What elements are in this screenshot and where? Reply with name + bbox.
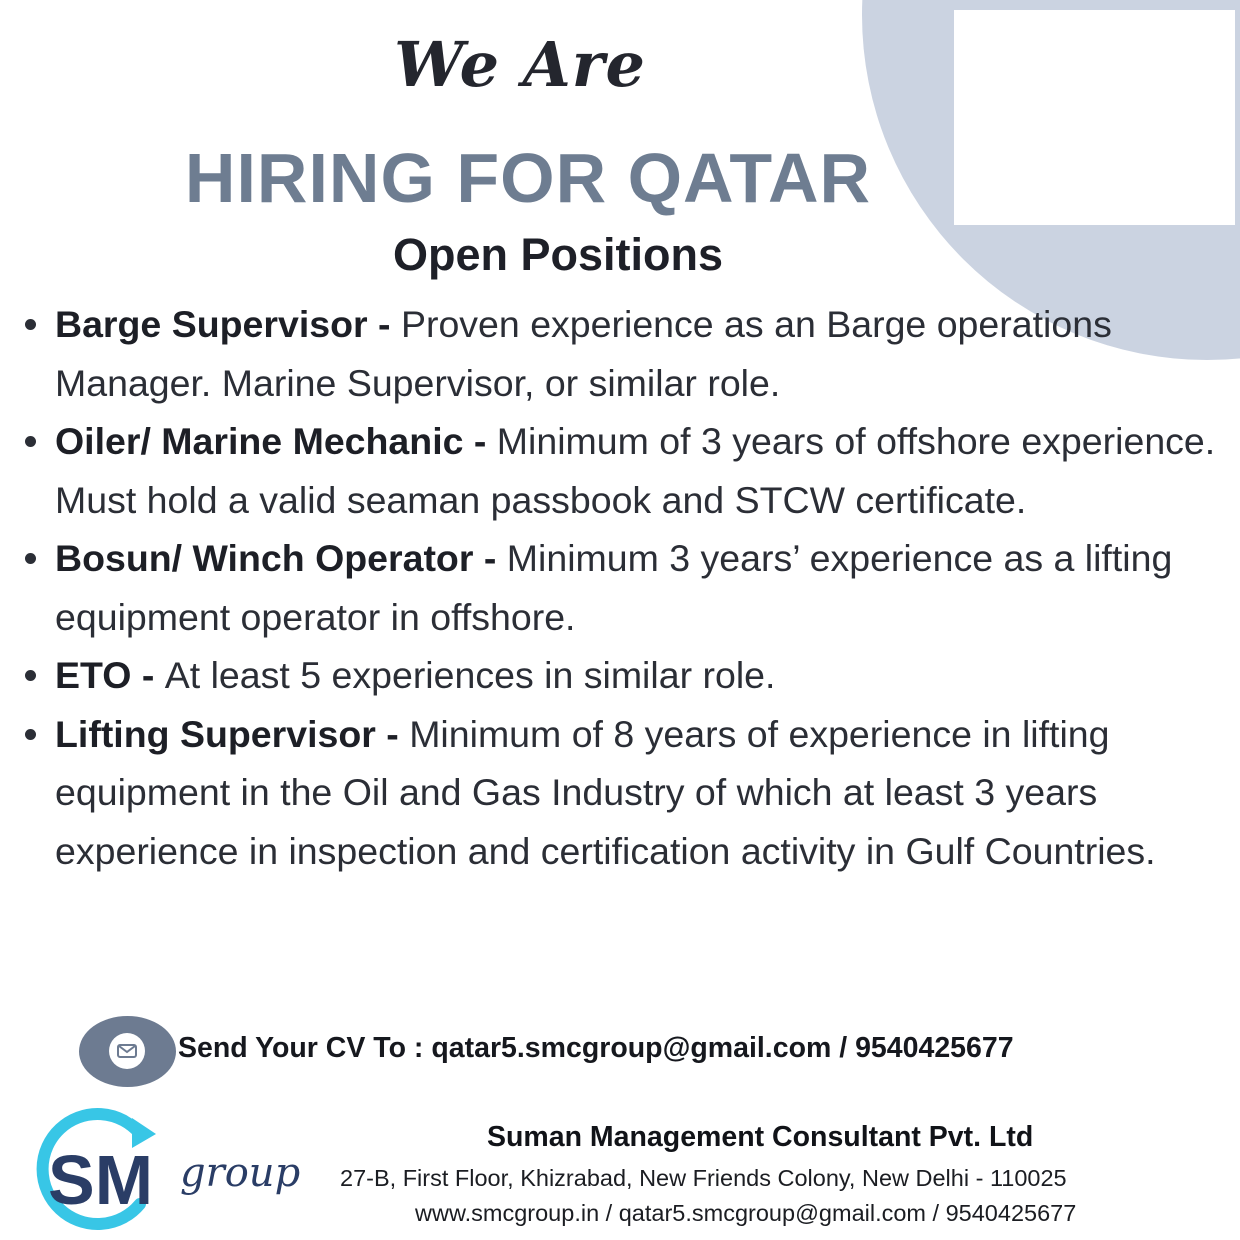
position-description: Minimum of 3 years of offshore experience. Must hold a valid seaman passbook and STCW certificate. (55, 420, 1216, 521)
positions-list (22, 295, 1234, 880)
send-cv-text: Send Your CV To : qatar5.smcgroup@gmail.com / 9540425677 (178, 1032, 1014, 1064)
company-address: 27-B, First Floor, Khizrabad, New Friends Colony, New Delhi - 110025 (340, 1165, 1067, 1191)
position-title: Lifting Supervisor - (55, 712, 410, 755)
position-item (22, 295, 1234, 412)
position-item (22, 412, 1234, 529)
we-are-heading: We Are (394, 28, 646, 101)
position-item (22, 529, 1234, 646)
logo-letters: SM (48, 1141, 153, 1219)
email-icon (79, 1016, 176, 1087)
position-item (22, 705, 1234, 881)
position-description: Proven experience as an Barge operations Manager. Marine Supervisor, or similar role. (55, 303, 1112, 404)
open-positions-heading: Open Positions (392, 229, 724, 280)
position-description: Minimum of 8 years of experience in lifting equipment in the Oil and Gas Industry of which at least 3 years experience in inspection and certification activity in Gulf Countries. (55, 712, 1156, 872)
website-contact-line: www.smcgroup.in / qatar5.smcgroup@gmail.com / 9540425677 (415, 1200, 1077, 1226)
smc-logo (28, 1104, 198, 1234)
logo-word: group (180, 1150, 301, 1196)
company-name: Suman Management Consultant Pvt. Ltd (487, 1121, 1034, 1153)
position-title: Bosun/ Winch Operator - (55, 537, 507, 579)
position-item (22, 646, 1234, 705)
position-description: At least 5 experiences in similar role. (164, 654, 776, 696)
position-title: Oiler/ Marine Mechanic - (55, 420, 497, 462)
position-title: Barge Supervisor - (55, 303, 401, 345)
position-description: Minimum 3 years’ experience as a lifting equipment operator in offshore. (55, 537, 1173, 638)
position-title: ETO - (55, 654, 165, 696)
hiring-title: HIRING FOR QATAR (184, 139, 872, 217)
